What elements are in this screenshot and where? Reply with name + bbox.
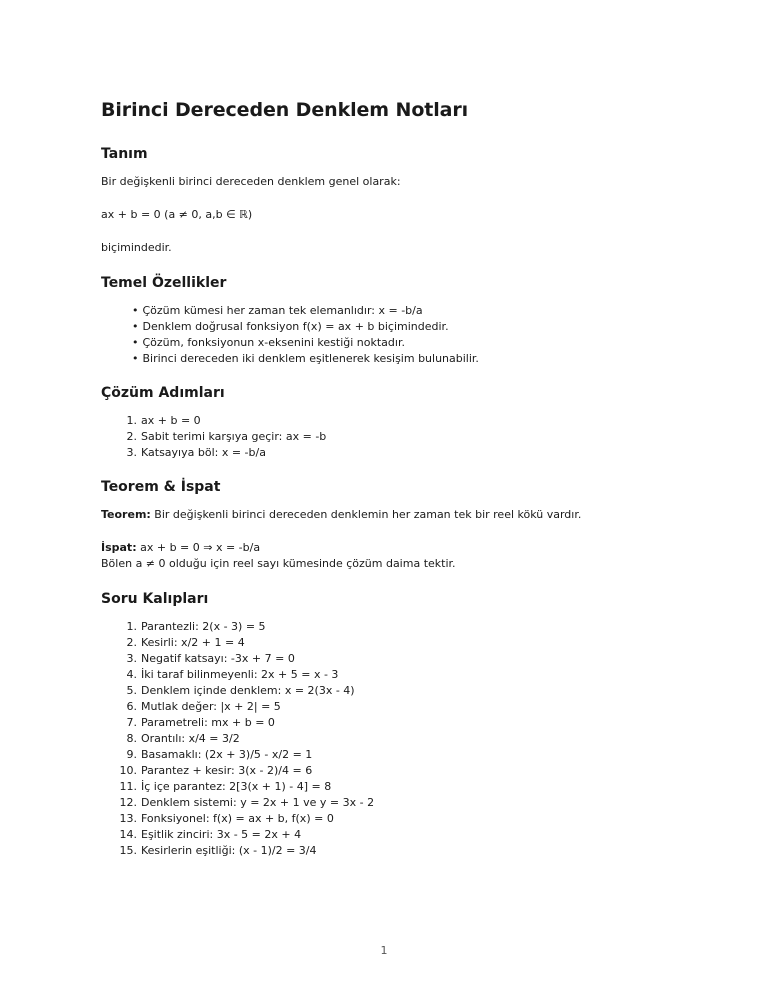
- list-number: 2.: [126, 430, 137, 443]
- list-item-text: Negatif katsayı: -3x + 7 = 0: [141, 652, 295, 665]
- list-item-text: İç içe parantez: 2[3(x + 1) - 4] = 8: [141, 780, 332, 793]
- theorem-statement: [101, 507, 681, 523]
- proof-text: ax + b = 0 ⇒ x = -b/a: [136, 541, 261, 554]
- list-number: 12.: [119, 796, 137, 809]
- proof-label: İspat:: [101, 541, 137, 554]
- list-number: 2.: [126, 636, 137, 649]
- section-adimlar: [101, 383, 681, 461]
- list-item: • Birinci dereceden iki denklem eşitlenerek kesişim bulunabilir.: [132, 351, 681, 367]
- section-heading-ozellikler: Temel Özellikler: [101, 275, 227, 291]
- section-heading-teorem: Teorem & İspat: [101, 479, 221, 495]
- list-item: [101, 635, 681, 651]
- list-item: [101, 699, 681, 715]
- list-item: [101, 747, 681, 763]
- list-item-text: Kesirlerin eşitliği: (x - 1)/2 = 3/4: [141, 844, 317, 857]
- theorem-label: Teorem:: [101, 508, 151, 521]
- section-sorular: [101, 589, 681, 859]
- list-item-text: Denklem içinde denklem: x = 2(3x - 4): [141, 684, 355, 697]
- section-teorem: [101, 477, 681, 572]
- list-number: 9.: [126, 748, 137, 761]
- list-number: 14.: [119, 828, 137, 841]
- list-item-text: Katsayıya böl: x = -b/a: [141, 446, 266, 459]
- section-heading-tanim: Tanım: [101, 146, 148, 162]
- list-item-text: ax + b = 0: [141, 414, 201, 427]
- list-item-text: Mutlak değer: |x + 2| = 5: [141, 700, 281, 713]
- list-item: [101, 683, 681, 699]
- list-number: 1.: [126, 620, 137, 633]
- list-item: [101, 811, 681, 827]
- list-item: [101, 779, 681, 795]
- section-heading-adimlar: Çözüm Adımları: [101, 385, 225, 401]
- list-number: 8.: [126, 732, 137, 745]
- theorem-text: Bir değişkenli birinci dereceden denklemin her zaman tek bir reel kökü vardır.: [150, 508, 582, 521]
- list-item: • Çözüm kümesi her zaman tek elemanlıdır: x = -b/a: [132, 303, 681, 319]
- list-item: [101, 731, 681, 747]
- list-item: [101, 715, 681, 731]
- list-item: [101, 651, 681, 667]
- proof-block: [101, 540, 681, 572]
- document-page: [101, 96, 681, 875]
- list-item-text: Orantılı: x/4 = 3/2: [141, 732, 240, 745]
- list-number: 1.: [126, 414, 137, 427]
- section-tanim: [101, 144, 681, 256]
- tanim-intro: Bir değişkenli birinci dereceden denklem genel olarak:: [101, 175, 401, 188]
- list-item: [101, 445, 681, 461]
- list-item: [101, 429, 681, 445]
- list-item: [101, 619, 681, 635]
- proof-line-2: Bölen a ≠ 0 olduğu için reel sayı kümesinde çözüm daima tektir.: [101, 557, 456, 570]
- list-number: 3.: [126, 652, 137, 665]
- list-number: 3.: [126, 446, 137, 459]
- list-item-text: İki taraf bilinmeyenli: 2x + 5 = x - 3: [141, 668, 339, 681]
- list-number: 4.: [126, 668, 137, 681]
- list-number: 15.: [119, 844, 137, 857]
- list-number: 11.: [119, 780, 137, 793]
- list-item: [101, 413, 681, 429]
- list-number: 13.: [119, 812, 137, 825]
- list-item-text: Basamaklı: (2x + 3)/5 - x/2 = 1: [141, 748, 313, 761]
- list-item-text: Denklem sistemi: y = 2x + 1 ve y = 3x - 2: [141, 796, 375, 809]
- list-number: 6.: [126, 700, 137, 713]
- adimlar-list: [101, 413, 681, 461]
- list-item: • Çözüm, fonksiyonun x-eksenini kestiği noktadır.: [132, 335, 681, 351]
- list-item: • Denklem doğrusal fonksiyon f(x) = ax + b biçimindedir.: [132, 319, 681, 335]
- document-title: Birinci Dereceden Denklem Notları: [101, 99, 469, 121]
- list-item-text: Parametreli: mx + b = 0: [141, 716, 275, 729]
- tanim-outro: biçimindedir.: [101, 241, 172, 254]
- tanim-formula: ax + b = 0 (a ≠ 0, a,b ∈ ℝ): [101, 208, 253, 221]
- list-item: [101, 667, 681, 683]
- list-item-text: Parantez + kesir: 3(x - 2)/4 = 6: [141, 764, 313, 777]
- sorular-list: [101, 619, 681, 859]
- list-number: 10.: [119, 764, 137, 777]
- list-item-text: Eşitlik zinciri: 3x - 5 = 2x + 4: [141, 828, 302, 841]
- list-item: [101, 843, 681, 859]
- list-item-text: Kesirli: x/2 + 1 = 4: [141, 636, 245, 649]
- list-item: [101, 795, 681, 811]
- page-number: 1: [380, 944, 388, 957]
- list-number: 7.: [126, 716, 137, 729]
- ozellikler-list: [132, 303, 681, 367]
- list-item-text: Parantezli: 2(x - 3) = 5: [141, 620, 266, 633]
- section-ozellikler: [101, 273, 681, 367]
- list-number: 5.: [126, 684, 137, 697]
- list-item: [101, 827, 681, 843]
- list-item: [101, 763, 681, 779]
- section-heading-sorular: Soru Kalıpları: [101, 591, 209, 607]
- list-item-text: Fonksiyonel: f(x) = ax + b, f(x) = 0: [141, 812, 334, 825]
- list-item-text: Sabit terimi karşıya geçir: ax = -b: [141, 430, 327, 443]
